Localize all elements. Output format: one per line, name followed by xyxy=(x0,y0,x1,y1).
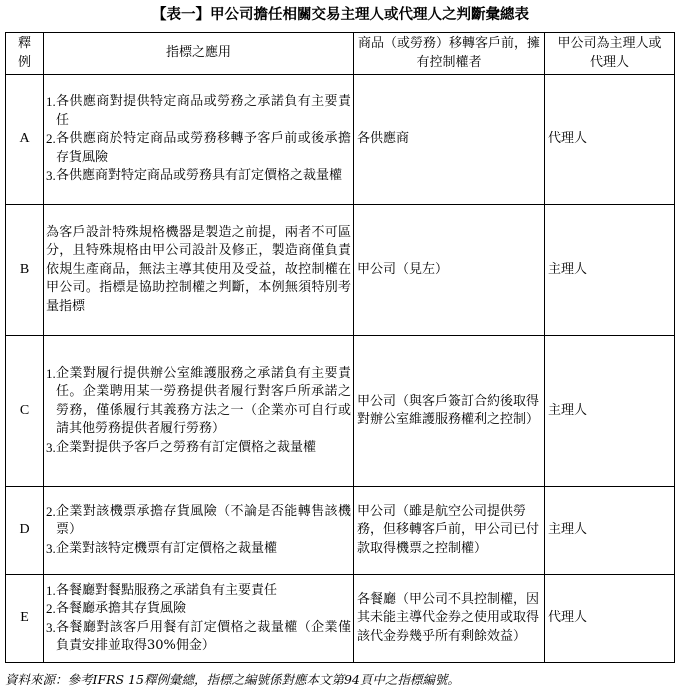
indicator-item xyxy=(46,619,351,656)
indicator-number: 3. xyxy=(46,619,56,635)
header-indicator: 指標之應用 xyxy=(44,33,354,75)
indicator-number: 3. xyxy=(46,168,56,184)
indicator-item xyxy=(46,582,351,600)
indicator-item xyxy=(46,600,351,618)
header-control: 商品（或勞務）移轉客戶前，擁有控制權者 xyxy=(354,33,545,75)
control-cell: 甲公司（雖是航空公司提供勞務，但移轉客戶前，甲公司已付款取得機票之控制權） xyxy=(354,487,545,575)
table-row xyxy=(6,205,675,336)
case-label: D xyxy=(6,487,44,575)
indicator-item xyxy=(46,439,351,457)
table-row xyxy=(6,336,675,487)
indicator-item xyxy=(46,365,351,439)
indicator-number: 1. xyxy=(46,365,56,381)
indicator-text: 各供應商於特定商品或勞務移轉予客戶前或後承擔存貨風險 xyxy=(56,131,351,165)
indicator-number: 2. xyxy=(46,131,56,147)
indicator-text: 企業對該機票承擔存貨風險（不論是否能轉售該機票） xyxy=(56,503,351,538)
indicator-number: 2. xyxy=(46,601,56,617)
indicator-cell xyxy=(44,487,354,575)
case-label: C xyxy=(6,336,44,487)
case-label: A xyxy=(6,75,44,205)
indicator-item xyxy=(46,93,351,130)
conclusion-cell: 主理人 xyxy=(545,205,675,336)
indicator-item xyxy=(46,130,351,167)
indicator-text: 各餐廳承擔其存貨風險 xyxy=(56,601,187,617)
header-row xyxy=(6,33,675,75)
indicator-cell xyxy=(44,336,354,487)
table-title: 【表一】甲公司擔任相關交易主理人或代理人之判斷彙總表 xyxy=(152,6,529,23)
indicator-item xyxy=(46,503,351,540)
conclusion-cell: 主理人 xyxy=(545,487,675,575)
case-label: E xyxy=(6,575,44,663)
case-label: B xyxy=(6,205,44,336)
indicator-number: 3. xyxy=(46,439,56,455)
conclusion-cell: 主理人 xyxy=(545,336,675,487)
indicator-text: 企業對履行提供辦公室維護服務之承諾負有主要責任。企業聘用某一勞務提供者履行對客戶所承諾之勞務，僅係履行其義務方法之一（企業亦可自行或請其他勞務提供者履行勞務） xyxy=(56,365,351,437)
header-conclusion: 甲公司為主理人或代理人 xyxy=(545,33,675,75)
table-row xyxy=(6,75,675,205)
control-cell: 甲公司（見左） xyxy=(354,205,545,336)
indicator-text: 各供應商對提供特定商品或勞務之承諾負有主要責任 xyxy=(56,94,351,128)
indicator-number: 1. xyxy=(46,582,56,598)
indicator-item xyxy=(46,540,351,558)
conclusion-cell: 代理人 xyxy=(545,575,675,663)
indicator-cell: 為客戶設計特殊規格機器是製造之前提，兩者不可區分，且特殊規格由甲公司設計及修正，製造商僅負責依規生產商品，無法主導其使用及受益，故控制權在甲公司。指標是協助控制權之判斷，本例無須特別考量指標 xyxy=(44,205,354,336)
indicator-text: 企業對提供予客戶之勞務有訂定價格之裁量權 xyxy=(56,439,317,455)
control-cell: 甲公司（與客戶簽訂合約後取得對辦公室維護服務權利之控制） xyxy=(354,336,545,487)
indicator-text: 企業對該特定機票有訂定價格之裁量權 xyxy=(56,540,278,556)
summary-table xyxy=(5,32,675,663)
indicator-number: 3. xyxy=(46,540,56,556)
source-footnote: 資料來源：參考IFRS 15釋例彙總，指標之編號係對應本文第94頁中之指標編號。 xyxy=(5,672,460,687)
header-case: 釋例 xyxy=(6,33,44,75)
indicator-text: 各餐廳對餐點服務之承諾負有主要責任 xyxy=(56,582,278,598)
indicator-text: 各供應商對特定商品或勞務具有訂定價格之裁量權 xyxy=(56,168,343,184)
indicator-number: 1. xyxy=(46,94,56,110)
indicator-number: 2. xyxy=(46,503,56,519)
table-row xyxy=(6,487,675,575)
indicator-cell xyxy=(44,575,354,663)
conclusion-cell: 代理人 xyxy=(545,75,675,205)
indicator-cell xyxy=(44,75,354,205)
indicator-text: 各餐廳對該客戶用餐有訂定價格之裁量權（企業僅負責安排並取得30%佣金） xyxy=(56,619,351,653)
indicator-item xyxy=(46,167,351,185)
control-cell: 各餐廳（甲公司不具控制權，因其未能主導代金券之使用或取得該代金券幾乎所有剩餘效益） xyxy=(354,575,545,663)
table-row xyxy=(6,575,675,663)
control-cell: 各供應商 xyxy=(354,75,545,205)
